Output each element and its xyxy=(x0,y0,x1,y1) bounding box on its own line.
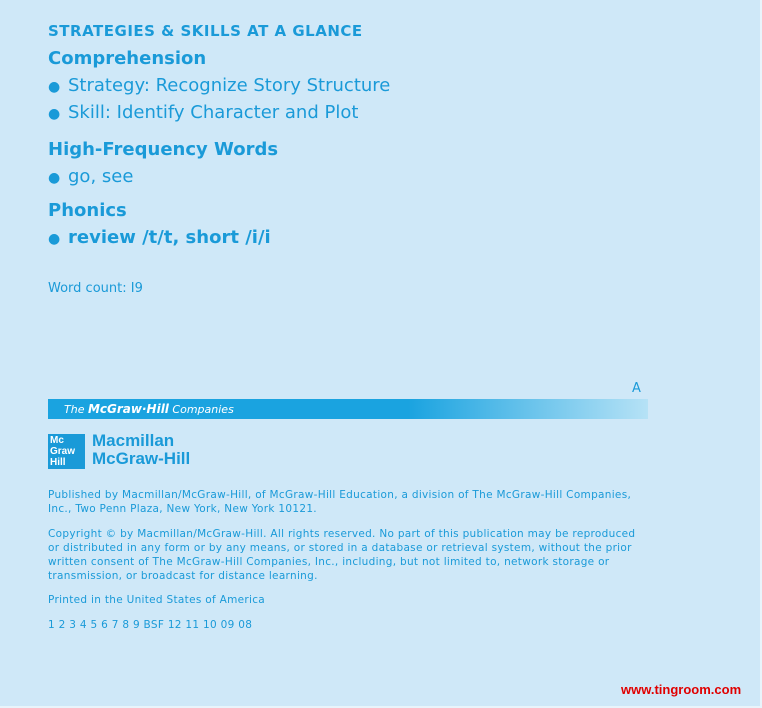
list-item-text: go, see xyxy=(68,166,134,187)
list-item xyxy=(48,75,390,96)
publisher-logo-icon xyxy=(48,434,85,469)
list-item-text: Strategy: Recognize Story Structure xyxy=(68,75,391,96)
published-notice: Published by Macmillan/McGraw-Hill, of McGraw-Hill Education, a division of The McGraw-Hill Companies, Inc., Two Penn Plaza, New York, New York 10121. xyxy=(48,489,632,515)
bullet-icon: ● xyxy=(48,231,61,247)
list-item xyxy=(48,102,358,123)
publisher-name xyxy=(92,432,190,468)
printed-notice: Printed in the United States of America xyxy=(48,594,266,606)
phonics-heading: Phonics xyxy=(48,200,127,221)
bullet-icon: ● xyxy=(48,106,61,122)
list-item-text: review /t/t, short /i/i xyxy=(68,227,271,248)
hfw-heading: High-Frequency Words xyxy=(48,139,279,160)
publisher-band xyxy=(48,399,648,419)
copyright-notice: Copyright © by Macmillan/McGraw-Hill. All rights reserved. No part of this publication may be reproduced or distributed in any form or by any means, or stored in a database or retrieval system, without the prior written consent of The McGraw-Hill Companies, Inc., including, but not limited to, network storage or transmission, or broadcast for distance learning. xyxy=(48,528,636,582)
list-item xyxy=(48,227,271,248)
bullet-icon: ● xyxy=(48,170,61,186)
publisher-name-line2: McGraw-Hill xyxy=(92,449,191,468)
bullet-icon: ● xyxy=(48,79,61,95)
watermark: www.tingroom.com xyxy=(621,682,742,697)
band-brand: McGraw·Hill xyxy=(87,402,169,416)
publisher-name-line1: Macmillan xyxy=(92,431,175,450)
page-marker: A xyxy=(632,381,641,396)
list-item xyxy=(48,166,133,187)
logo-line: Mc xyxy=(50,435,64,446)
print-line: 1 2 3 4 5 6 7 8 9 BSF 12 11 10 09 08 xyxy=(48,619,253,631)
word-count: Word count: I9 xyxy=(48,281,143,296)
logo-line: Graw xyxy=(50,446,76,457)
comprehension-heading: Comprehension xyxy=(48,48,207,69)
band-suffix: Companies xyxy=(172,403,234,416)
band-prefix: The xyxy=(64,403,85,416)
list-item-text: Skill: Identify Character and Plot xyxy=(68,102,359,123)
logo-line: Hill xyxy=(50,457,66,468)
publisher-band-text xyxy=(64,402,234,416)
page-title: STRATEGIES & SKILLS AT A GLANCE xyxy=(48,22,363,40)
